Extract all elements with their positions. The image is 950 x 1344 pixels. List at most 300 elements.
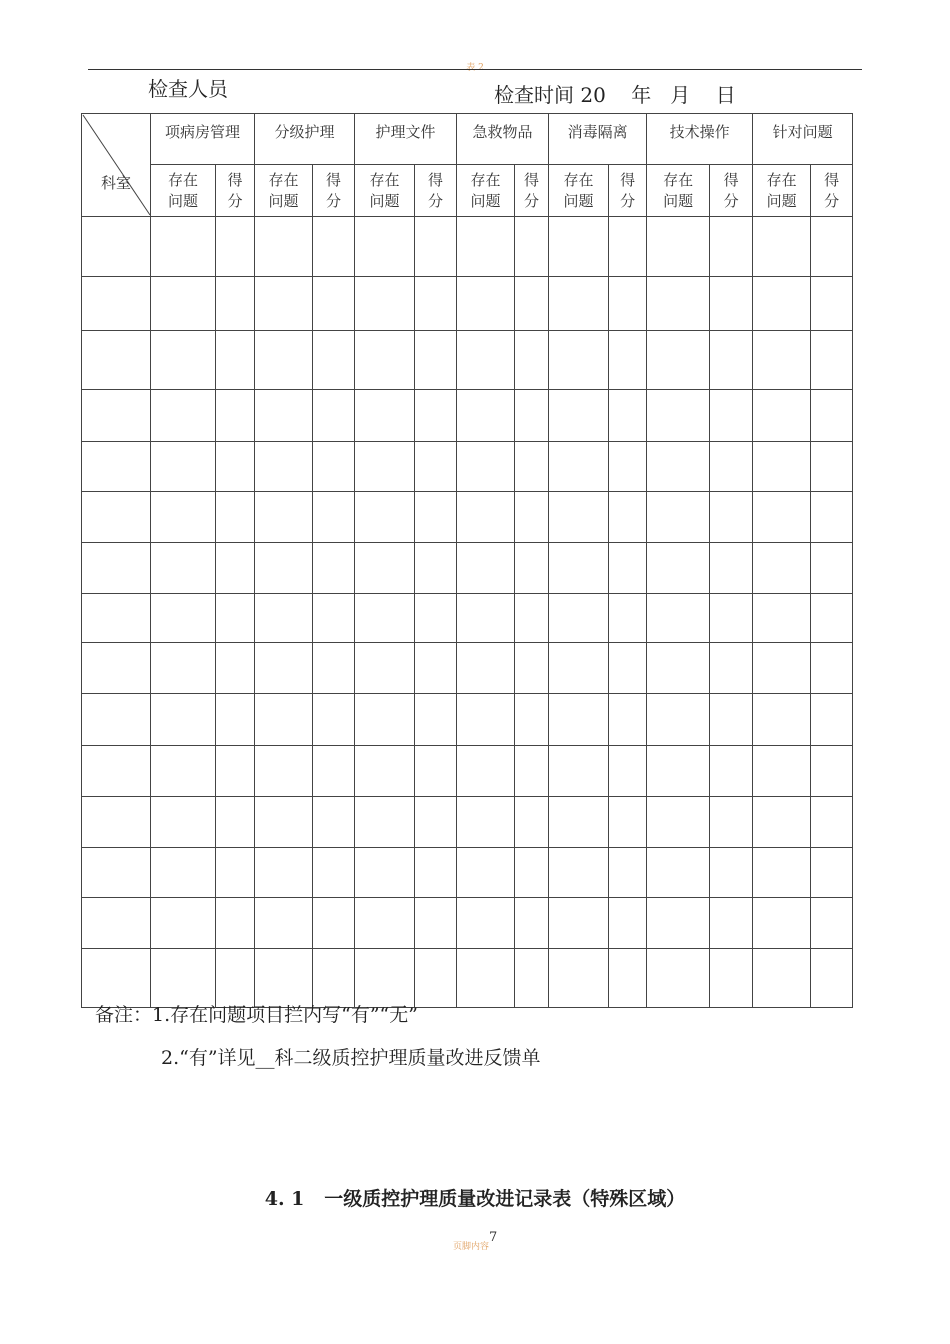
issue-cell[interactable]: [255, 898, 313, 949]
score-cell[interactable]: [609, 442, 647, 492]
subheader-issue-line1: 存在: [766, 170, 797, 189]
score-cell[interactable]: [313, 949, 355, 1008]
score-cell[interactable]: [609, 694, 647, 746]
score-cell[interactable]: [811, 594, 853, 643]
subheader-score: [415, 165, 457, 217]
table-row: [82, 898, 853, 949]
subheader-issue-line2: 问题: [563, 191, 594, 210]
subheader-score-line1: 得: [428, 170, 444, 189]
issue-cell[interactable]: [151, 898, 216, 949]
score-cell[interactable]: [710, 898, 753, 949]
issue-cell[interactable]: [753, 949, 811, 1008]
score-cell[interactable]: [710, 949, 753, 1008]
issue-cell[interactable]: [255, 390, 313, 442]
subheader-score-line1: 得: [326, 170, 342, 189]
issue-cell[interactable]: [647, 949, 710, 1008]
issue-cell[interactable]: [549, 492, 609, 543]
issue-cell[interactable]: [151, 442, 216, 492]
issue-cell[interactable]: [255, 331, 313, 390]
subheader-score: [710, 165, 753, 217]
score-cell[interactable]: [415, 797, 457, 848]
issue-cell[interactable]: [255, 643, 313, 694]
score-cell[interactable]: [216, 694, 255, 746]
score-cell[interactable]: [515, 746, 549, 797]
score-cell[interactable]: [313, 277, 355, 331]
score-cell[interactable]: [216, 543, 255, 594]
table-row: [82, 442, 853, 492]
department-cell[interactable]: [82, 746, 151, 797]
department-cell[interactable]: [82, 390, 151, 442]
score-cell[interactable]: [313, 848, 355, 898]
score-cell[interactable]: [609, 277, 647, 331]
issue-cell[interactable]: [151, 492, 216, 543]
score-cell[interactable]: [609, 898, 647, 949]
score-cell[interactable]: [811, 442, 853, 492]
score-cell[interactable]: [216, 594, 255, 643]
issue-cell[interactable]: [355, 390, 415, 442]
subheader-issue-line1: 存在: [167, 170, 198, 189]
issue-cell[interactable]: [355, 217, 415, 277]
score-cell[interactable]: [216, 949, 255, 1008]
issue-cell[interactable]: [457, 277, 515, 331]
score-cell[interactable]: [811, 390, 853, 442]
score-cell[interactable]: [515, 694, 549, 746]
score-cell[interactable]: [216, 390, 255, 442]
score-cell[interactable]: [313, 390, 355, 442]
department-cell[interactable]: [82, 949, 151, 1008]
table-row: [82, 594, 853, 643]
issue-cell[interactable]: [355, 746, 415, 797]
issue-cell[interactable]: [457, 331, 515, 390]
department-cell[interactable]: [82, 217, 151, 277]
score-cell[interactable]: [710, 390, 753, 442]
score-cell[interactable]: [811, 694, 853, 746]
footer: [453, 1230, 498, 1253]
subheader-score-line1: 得: [227, 170, 243, 189]
issue-cell[interactable]: [647, 442, 710, 492]
issue-cell[interactable]: [255, 594, 313, 643]
category-targeted-issues: 针对问题: [753, 114, 853, 165]
department-cell[interactable]: [82, 694, 151, 746]
issue-cell[interactable]: [549, 594, 609, 643]
issue-cell[interactable]: [647, 217, 710, 277]
score-cell[interactable]: [811, 492, 853, 543]
score-cell[interactable]: [515, 390, 549, 442]
table-row: [82, 848, 853, 898]
issue-cell[interactable]: [355, 331, 415, 390]
score-cell[interactable]: [515, 594, 549, 643]
subheader-issue-line1: 存在: [563, 170, 594, 189]
subheader-score-line1: 得: [620, 170, 636, 189]
issue-cell[interactable]: [753, 797, 811, 848]
issue-cell[interactable]: [255, 797, 313, 848]
issue-cell[interactable]: [457, 949, 515, 1008]
note-line-2: 2.“有”详见__科二级质控护理质量改进反馈单: [161, 1047, 541, 1069]
subheader-score-line2: 分: [227, 191, 243, 210]
score-cell[interactable]: [710, 694, 753, 746]
issue-cell[interactable]: [255, 277, 313, 331]
issue-cell[interactable]: [549, 277, 609, 331]
department-cell[interactable]: [82, 643, 151, 694]
issue-cell[interactable]: [151, 746, 216, 797]
score-cell[interactable]: [515, 442, 549, 492]
issue-cell[interactable]: [255, 848, 313, 898]
issue-cell[interactable]: [647, 797, 710, 848]
issue-cell[interactable]: [355, 898, 415, 949]
table-row: [82, 797, 853, 848]
score-cell[interactable]: [216, 492, 255, 543]
issue-cell[interactable]: [753, 543, 811, 594]
issue-cell[interactable]: [549, 217, 609, 277]
issue-cell[interactable]: [647, 331, 710, 390]
issue-cell[interactable]: [457, 390, 515, 442]
score-cell[interactable]: [811, 848, 853, 898]
issue-cell[interactable]: [753, 492, 811, 543]
subheader-issue: [753, 165, 811, 217]
issue-cell[interactable]: [151, 797, 216, 848]
score-cell[interactable]: [515, 277, 549, 331]
score-cell[interactable]: [710, 442, 753, 492]
subheader-score-line2: 分: [824, 191, 840, 210]
score-cell[interactable]: [609, 217, 647, 277]
notes: [95, 1003, 541, 1069]
department-label: 科室: [101, 174, 132, 192]
issue-cell[interactable]: [151, 543, 216, 594]
score-cell[interactable]: [415, 492, 457, 543]
score-cell[interactable]: [415, 277, 457, 331]
diagonal-line: [82, 114, 151, 216]
issue-cell[interactable]: [549, 746, 609, 797]
subheader-issue: [647, 165, 710, 217]
score-cell[interactable]: [710, 492, 753, 543]
issue-cell[interactable]: [457, 442, 515, 492]
score-cell[interactable]: [313, 442, 355, 492]
score-cell[interactable]: [515, 949, 549, 1008]
score-cell[interactable]: [710, 594, 753, 643]
table-row: [82, 949, 853, 1008]
score-cell[interactable]: [216, 331, 255, 390]
score-cell[interactable]: [415, 442, 457, 492]
score-cell[interactable]: [415, 331, 457, 390]
score-cell[interactable]: [313, 643, 355, 694]
score-cell[interactable]: [609, 492, 647, 543]
score-cell[interactable]: [415, 694, 457, 746]
issue-cell[interactable]: [355, 949, 415, 1008]
subheader-score-line1: 得: [824, 170, 840, 189]
score-cell[interactable]: [811, 543, 853, 594]
issue-cell[interactable]: [647, 848, 710, 898]
score-cell[interactable]: [313, 543, 355, 594]
score-cell[interactable]: [710, 543, 753, 594]
issue-cell[interactable]: [255, 746, 313, 797]
score-cell[interactable]: [515, 643, 549, 694]
issue-cell[interactable]: [255, 694, 313, 746]
score-cell[interactable]: [216, 848, 255, 898]
score-cell[interactable]: [216, 746, 255, 797]
issue-cell[interactable]: [457, 694, 515, 746]
score-cell[interactable]: [609, 949, 647, 1008]
score-cell[interactable]: [415, 217, 457, 277]
subheader-issue-line2: 问题: [268, 191, 299, 210]
score-cell[interactable]: [609, 746, 647, 797]
subheader-issue-line1: 存在: [470, 170, 501, 189]
issue-cell[interactable]: [457, 746, 515, 797]
score-cell[interactable]: [313, 746, 355, 797]
subheader-issue-line2: 问题: [470, 191, 501, 210]
issue-cell[interactable]: [549, 797, 609, 848]
issue-cell[interactable]: [753, 848, 811, 898]
score-cell[interactable]: [609, 848, 647, 898]
subheader-issue: [255, 165, 313, 217]
subheader-issue-line1: 存在: [369, 170, 400, 189]
issue-cell[interactable]: [753, 746, 811, 797]
issue-cell[interactable]: [549, 898, 609, 949]
issue-cell[interactable]: [457, 594, 515, 643]
score-cell[interactable]: [313, 492, 355, 543]
score-cell[interactable]: [710, 746, 753, 797]
score-cell[interactable]: [710, 643, 753, 694]
score-cell[interactable]: [313, 594, 355, 643]
score-cell[interactable]: [216, 217, 255, 277]
corner-cell: [82, 114, 151, 217]
subheader-score-line1: 得: [723, 170, 739, 189]
issue-cell[interactable]: [753, 898, 811, 949]
score-cell[interactable]: [710, 848, 753, 898]
subheader-score-line2: 分: [620, 191, 636, 210]
score-cell[interactable]: [515, 543, 549, 594]
department-cell[interactable]: [82, 277, 151, 331]
issue-cell[interactable]: [457, 643, 515, 694]
issue-cell[interactable]: [457, 898, 515, 949]
issue-cell[interactable]: [355, 543, 415, 594]
issue-cell[interactable]: [549, 848, 609, 898]
score-cell[interactable]: [515, 331, 549, 390]
inspect-time-label: 检查时间 20 年 月 日: [494, 83, 736, 107]
issue-cell[interactable]: [647, 543, 710, 594]
subheader-score-line1: 得: [524, 170, 540, 189]
subheader-score-line2: 分: [428, 191, 444, 210]
subheader-score-line2: 分: [723, 191, 739, 210]
issue-cell[interactable]: [647, 492, 710, 543]
issue-cell[interactable]: [151, 331, 216, 390]
score-cell[interactable]: [811, 277, 853, 331]
score-cell[interactable]: [609, 543, 647, 594]
issue-cell[interactable]: [753, 277, 811, 331]
issue-cell[interactable]: [457, 543, 515, 594]
score-cell[interactable]: [216, 277, 255, 331]
score-cell[interactable]: [515, 797, 549, 848]
issue-cell[interactable]: [753, 643, 811, 694]
score-cell[interactable]: [515, 492, 549, 543]
issue-cell[interactable]: [647, 898, 710, 949]
score-cell[interactable]: [811, 949, 853, 1008]
issue-cell[interactable]: [355, 643, 415, 694]
issue-cell[interactable]: [457, 492, 515, 543]
issue-cell[interactable]: [151, 643, 216, 694]
score-cell[interactable]: [313, 898, 355, 949]
issue-cell[interactable]: [647, 643, 710, 694]
score-cell[interactable]: [515, 848, 549, 898]
issue-cell[interactable]: [549, 390, 609, 442]
department-cell[interactable]: [82, 442, 151, 492]
subheader-issue: [549, 165, 609, 217]
issue-cell[interactable]: [549, 643, 609, 694]
issue-cell[interactable]: [255, 217, 313, 277]
issue-cell[interactable]: [549, 331, 609, 390]
issue-cell[interactable]: [355, 594, 415, 643]
department-cell[interactable]: [82, 331, 151, 390]
issue-cell[interactable]: [753, 331, 811, 390]
score-cell[interactable]: [415, 746, 457, 797]
issue-cell[interactable]: [355, 694, 415, 746]
issue-cell[interactable]: [549, 442, 609, 492]
table-row: [82, 331, 853, 390]
issue-cell[interactable]: [151, 848, 216, 898]
score-cell[interactable]: [710, 217, 753, 277]
issue-cell[interactable]: [753, 594, 811, 643]
header-row-categories: [82, 114, 853, 165]
issue-cell[interactable]: [355, 442, 415, 492]
issue-cell[interactable]: [457, 797, 515, 848]
issue-cell[interactable]: [753, 390, 811, 442]
issue-cell[interactable]: [151, 390, 216, 442]
score-cell[interactable]: [811, 746, 853, 797]
score-cell[interactable]: [313, 217, 355, 277]
score-cell[interactable]: [811, 797, 853, 848]
score-cell[interactable]: [313, 331, 355, 390]
header-mark: 表 2: [466, 63, 484, 73]
subheader-score: [811, 165, 853, 217]
issue-cell[interactable]: [647, 277, 710, 331]
subheader-score-line2: 分: [326, 191, 342, 210]
subheader-issue: [457, 165, 515, 217]
issue-cell[interactable]: [753, 217, 811, 277]
category-graded-nursing: 分级护理: [255, 114, 355, 165]
score-cell[interactable]: [609, 390, 647, 442]
subheader-issue-line2: 问题: [766, 191, 797, 210]
table-row: [82, 543, 853, 594]
issue-cell[interactable]: [549, 543, 609, 594]
issue-cell[interactable]: [255, 949, 313, 1008]
score-cell[interactable]: [710, 277, 753, 331]
issue-cell[interactable]: [647, 746, 710, 797]
issue-cell[interactable]: [753, 694, 811, 746]
score-cell[interactable]: [609, 331, 647, 390]
table-row: [82, 643, 853, 694]
issue-cell[interactable]: [753, 442, 811, 492]
score-cell[interactable]: [216, 797, 255, 848]
score-cell[interactable]: [415, 543, 457, 594]
subheader-issue-line1: 存在: [268, 170, 299, 189]
score-cell[interactable]: [415, 390, 457, 442]
department-cell[interactable]: [82, 543, 151, 594]
issue-cell[interactable]: [355, 797, 415, 848]
department-cell[interactable]: [82, 848, 151, 898]
subheader-issue-line2: 问题: [369, 191, 400, 210]
subheader-issue-line2: 问题: [663, 191, 694, 210]
score-cell[interactable]: [710, 797, 753, 848]
department-cell[interactable]: [82, 594, 151, 643]
issue-cell[interactable]: [549, 949, 609, 1008]
subheader-issue: [355, 165, 415, 217]
table-row: [82, 746, 853, 797]
score-cell[interactable]: [609, 594, 647, 643]
category-ward-management: 项病房管理: [151, 114, 255, 165]
issue-cell[interactable]: [355, 848, 415, 898]
department-cell[interactable]: [82, 797, 151, 848]
table-row: [82, 390, 853, 442]
footer-text: 页脚内容: [453, 1242, 490, 1252]
score-cell[interactable]: [415, 594, 457, 643]
issue-cell[interactable]: [647, 390, 710, 442]
score-cell[interactable]: [216, 643, 255, 694]
subheader-score: [216, 165, 255, 217]
score-cell[interactable]: [811, 898, 853, 949]
issue-cell[interactable]: [255, 543, 313, 594]
issue-cell[interactable]: [151, 949, 216, 1008]
score-cell[interactable]: [515, 217, 549, 277]
section-title: 4. 1 一级质控护理质量改进记录表（特殊区域）: [264, 1188, 686, 1210]
department-cell[interactable]: [82, 898, 151, 949]
score-cell[interactable]: [515, 898, 549, 949]
score-cell[interactable]: [811, 217, 853, 277]
inspection-table: [81, 113, 853, 1008]
category-technical-operation: 技术操作: [647, 114, 753, 165]
score-cell[interactable]: [313, 694, 355, 746]
score-cell[interactable]: [609, 797, 647, 848]
score-cell[interactable]: [216, 898, 255, 949]
score-cell[interactable]: [415, 949, 457, 1008]
issue-cell[interactable]: [457, 848, 515, 898]
category-nursing-documents: 护理文件: [355, 114, 457, 165]
issue-cell[interactable]: [355, 492, 415, 543]
score-cell[interactable]: [609, 643, 647, 694]
score-cell[interactable]: [415, 848, 457, 898]
issue-cell[interactable]: [151, 277, 216, 331]
issue-cell[interactable]: [255, 442, 313, 492]
subheader-score: [515, 165, 549, 217]
issue-cell[interactable]: [647, 694, 710, 746]
table-row: [82, 492, 853, 543]
subheader-issue-line2: 问题: [167, 191, 198, 210]
issue-cell[interactable]: [151, 594, 216, 643]
inspector-label: 检查人员: [148, 77, 228, 101]
category-emergency-supplies: 急救物品: [457, 114, 549, 165]
score-cell[interactable]: [415, 898, 457, 949]
category-disinfection-isolation: 消毒隔离: [549, 114, 647, 165]
issue-cell[interactable]: [355, 277, 415, 331]
issue-cell[interactable]: [151, 217, 216, 277]
score-cell[interactable]: [811, 643, 853, 694]
score-cell[interactable]: [216, 442, 255, 492]
issue-cell[interactable]: [457, 217, 515, 277]
table-row: [82, 694, 853, 746]
score-cell[interactable]: [811, 331, 853, 390]
subheader-issue-line1: 存在: [663, 170, 694, 189]
issue-cell[interactable]: [151, 694, 216, 746]
subheader-score-line2: 分: [524, 191, 540, 210]
score-cell[interactable]: [415, 643, 457, 694]
header-rule: [88, 69, 862, 70]
subheader-score: [313, 165, 355, 217]
department-cell[interactable]: [82, 492, 151, 543]
issue-cell[interactable]: [549, 694, 609, 746]
table-row: [82, 277, 853, 331]
issue-cell[interactable]: [647, 594, 710, 643]
score-cell[interactable]: [313, 797, 355, 848]
issue-cell[interactable]: [255, 492, 313, 543]
score-cell[interactable]: [710, 331, 753, 390]
